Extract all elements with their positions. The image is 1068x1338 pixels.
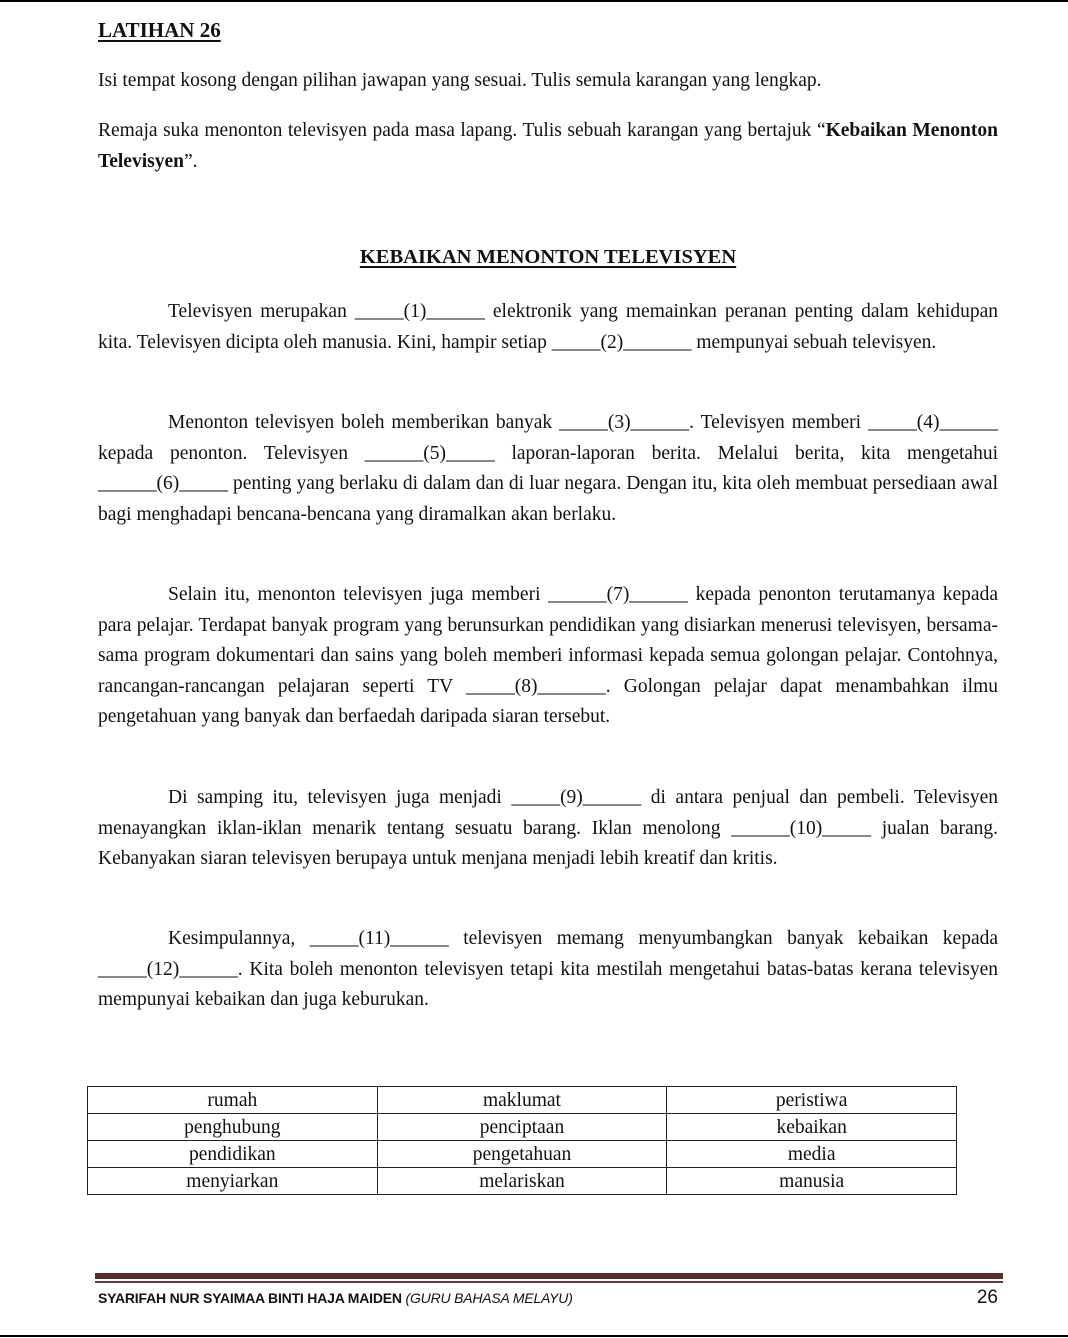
fill-in-blank: ______(6)_____ xyxy=(98,473,228,494)
paragraph-text: elektronik yang memainkan peranan penting dalam kehidupan kita. Televisyen dicipta oleh manusia. Kini, hampir setiap xyxy=(98,301,998,353)
exercise-title: LATIHAN 26 xyxy=(98,18,221,42)
paragraph-text: Menonton televisyen boleh memberikan banyak xyxy=(168,412,560,433)
paragraph-text: Kesimpulannya, xyxy=(168,928,310,949)
word-cell: melariskan xyxy=(377,1168,667,1195)
essay-paragraph xyxy=(98,924,998,1016)
fill-in-blank: ______(7)______ xyxy=(548,584,688,605)
prompt-open-quote: “ xyxy=(816,120,826,141)
top-border-line xyxy=(0,0,1068,2)
footer-rule-thin xyxy=(95,1281,1003,1283)
word-cell: manusia xyxy=(667,1168,957,1195)
prompt-text: Remaja suka menonton televisyen pada masa lapang. Tulis sebuah karangan yang bertajuk xyxy=(98,120,817,141)
word-cell: maklumat xyxy=(377,1087,667,1114)
table-row xyxy=(88,1114,957,1141)
prompt-close-quote: ”. xyxy=(183,150,198,172)
word-cell: peristiwa xyxy=(667,1087,957,1114)
paragraph-text: . Kita boleh menonton televisyen tetapi kita mestilah mengetahui batas-batas kerana televisyen mempunyai kebaikan dan juga keburukan. xyxy=(98,958,998,1010)
essay-paragraph xyxy=(98,580,998,733)
paragraph-text: Di samping itu, televisyen juga menjadi xyxy=(168,787,512,808)
word-cell: kebaikan xyxy=(667,1114,957,1141)
word-cell: penciptaan xyxy=(377,1114,667,1141)
fill-in-blank: _____(11)______ xyxy=(309,928,449,949)
word-cell: pendidikan xyxy=(88,1141,378,1168)
paragraph-text: jualan barang. Kebanyakan siaran televisyen berupaya untuk menjana menjadi lebih kreatif dan kritis. xyxy=(98,817,998,869)
word-bank-table xyxy=(87,1086,957,1195)
word-cell: penghubung xyxy=(88,1114,378,1141)
word-cell: pengetahuan xyxy=(377,1141,667,1168)
paragraph-text: kepada penonton terutamanya kepada para pelajar. Terdapat banyak program yang berunsurkan pendidikan yang disiarkan menerusi televisyen, bersama-sama program dokumentari dan sains yang boleh memberi informasi kepada semua golongan pelajar. Contohnya, rancangan-rancangan pelajaran seperti TV xyxy=(98,584,998,697)
fill-in-blank: _____(1)______ xyxy=(354,301,485,322)
essay-title: KEBAIKAN MENONTON TELEVISYEN xyxy=(359,246,737,268)
essay-paragraph xyxy=(98,408,998,530)
paragraph-text: Televisyen merupakan xyxy=(168,301,355,322)
prompt-topic: Kebaikan Menonton Televisyen xyxy=(98,120,998,172)
table-row xyxy=(88,1141,957,1168)
word-cell: media xyxy=(667,1141,957,1168)
paragraph-text: penting yang berlaku di dalam dan di luar negara. Dengan itu, kita oleh membuat persediaan awal bagi menghadapi bencana-bencana yang diramalkan akan berlaku. xyxy=(98,473,998,525)
essay-paragraph xyxy=(98,297,998,358)
essay-prompt xyxy=(98,116,998,177)
author-name: SYARIFAH NUR SYAIMAA BINTI HAJA MAIDEN xyxy=(98,1290,402,1306)
author-role: (GURU BAHASA MELAYU) xyxy=(405,1290,573,1306)
table-row xyxy=(88,1168,957,1195)
paragraph-text: Selain itu, menonton televisyen juga memberi xyxy=(168,584,549,605)
paragraph-text: laporan-laporan berita. Melalui berita, kita mengetahui xyxy=(494,442,999,464)
fill-in-blank: _____(9)______ xyxy=(511,787,642,808)
word-cell: menyiarkan xyxy=(88,1168,378,1195)
fill-in-blank: _____(2)_______ xyxy=(551,331,692,353)
paragraph-text: . Golongan pelajar dapat menambahkan ilmu pengetahuan yang banyak dan berfaedah daripada siaran tersebut. xyxy=(98,675,998,727)
bottom-border-line xyxy=(0,1335,1068,1337)
essay-paragraph xyxy=(98,783,998,875)
paragraph-text: di antara penjual dan pembeli. Televisyen menayangkan iklan-iklan menarik tentang sesuatu barang. Iklan menolong xyxy=(98,787,999,839)
paragraph-text: . Televisyen memberi xyxy=(689,412,868,433)
fill-in-blank: ______(5)_____ xyxy=(364,442,495,464)
fill-in-blank: _____(3)______ xyxy=(559,412,690,433)
paragraph-text: kepada penonton. Televisyen xyxy=(98,442,365,464)
word-cell: rumah xyxy=(88,1087,378,1114)
fill-in-blank: _____(12)______ xyxy=(98,958,238,980)
fill-in-blank: ______(10)_____ xyxy=(731,817,871,839)
page-number: 26 xyxy=(976,1287,998,1308)
paragraph-text: televisyen memang menyumbangkan banyak kebaikan kepada xyxy=(448,928,999,949)
instruction-text: Isi tempat kosong dengan pilihan jawapan yang sesuai. Tulis semula karangan yang lengkap. xyxy=(98,70,822,91)
paragraph-text: mempunyai sebuah televisyen. xyxy=(691,331,937,353)
table-row xyxy=(88,1087,957,1114)
footer-rule-thick xyxy=(95,1273,1003,1279)
fill-in-blank: _____(8)_______ xyxy=(466,675,606,697)
fill-in-blank: _____(4)______ xyxy=(867,412,998,433)
footer-author xyxy=(98,1290,573,1306)
